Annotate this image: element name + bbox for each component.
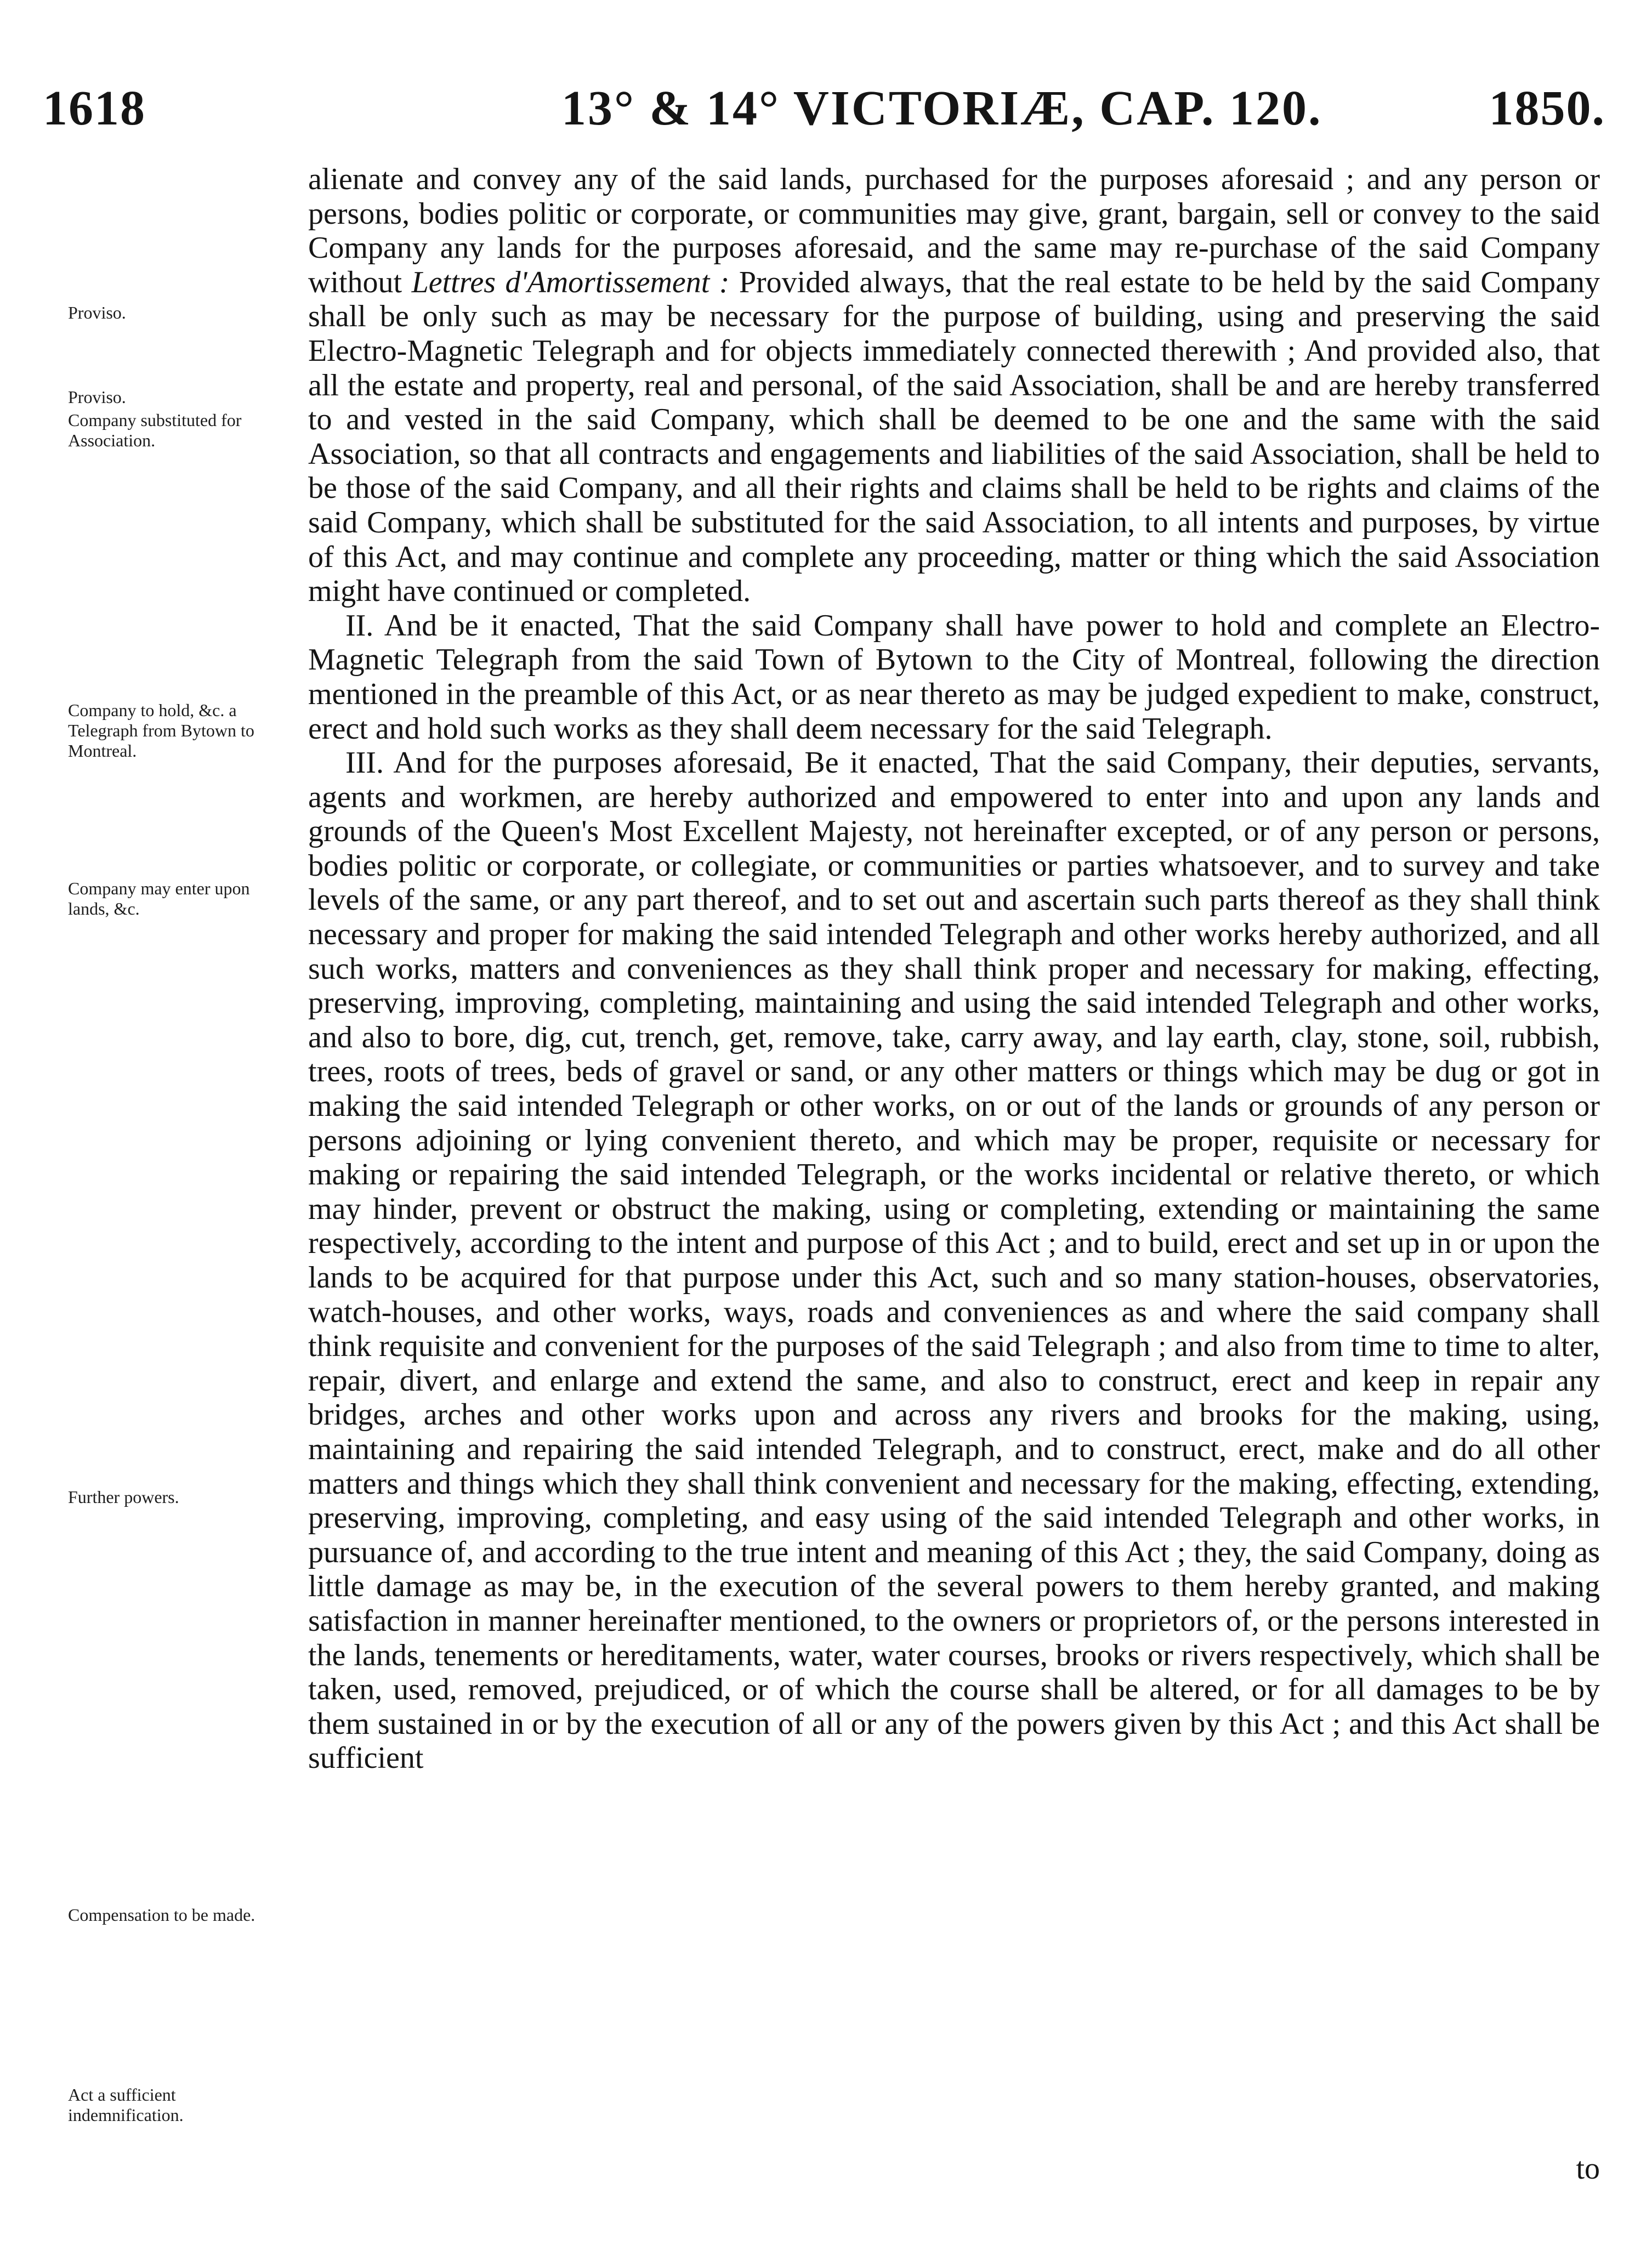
margin-note-company-may-enter: Company may enter upon lands, &c.: [68, 878, 250, 918]
paragraph-continuation-text: alienate and convey any of the said lands, purchased for the purposes aforesaid ; and any person or persons, bodies politic or corporate, or communities may give, grant, bargain, sell or convey to the said Company any lands for the purposes aforesaid, and the same may re-purchase of the said Company without: [308, 162, 1600, 299]
paragraph-continuation: [308, 162, 1600, 609]
paragraph-continuation-rest: Provided always, that the real estate to be held by the said Company shall be only such as may be necessary for the purpose of building, using and preserving the said Electro-Magnetic Telegraph and for objects immediately connected therewith ; And provided also, that all the estate and property, real and personal, of the said Association, shall be and are hereby transferred to and vested in the said Company, which shall be deemed to be one and the same with the said Association, so that all contracts and engagements and liabilities of the said Association, shall be held to be those of the said Company, and all their rights and claims shall be held to be rights and claims of the said Company, which shall be substituted for the said Association, to all intents and purposes, by virtue of this Act, and may continue and complete any proceeding, matter or thing which the said Association might have continued or completed.: [308, 265, 1600, 609]
margin-note-proviso-1: Proviso.: [68, 303, 126, 322]
margin-note-indemnification: Act a sufficient indemnification.: [68, 2085, 184, 2125]
catchword: to: [1576, 2152, 1600, 2186]
lettres-amortissement-phrase: Lettres d'Amortissement :: [411, 265, 730, 299]
margin-note-proviso-2: Proviso.: [68, 387, 126, 407]
header-year: 1850.: [1489, 81, 1605, 135]
running-title: 13° & 14° VICTORIÆ, CAP. 120.: [561, 81, 1322, 135]
margin-note-company-to-hold: Company to hold, &c. a Telegraph from Bytown to Montreal.: [68, 700, 254, 761]
section-ii: II. And be it enacted, That the said Company shall have power to hold and complete an Electro-Magnetic Telegraph from the said Town of Bytown to the City of Montreal, following the direction mentioned in the preamble of this Act, or as near thereto as may be judged expedient to make, construct, erect and hold such works as they shall deem necessary for the said Telegraph.: [308, 608, 1600, 746]
page-number: 1618: [43, 81, 146, 135]
page-header: [43, 76, 1605, 141]
margin-note-company-substituted: Company substituted for Association.: [68, 410, 242, 450]
margin-note-compensation: Compensation to be made.: [68, 1905, 256, 1925]
section-iii: III. And for the purposes aforesaid, Be it enacted, That the said Company, their deputies, servants, agents and workmen, are hereby authorized and empowered to enter into and upon any lands and grounds of the Queen's Most Excellent Majesty, not hereinafter excepted, or of any person or persons, bodies politic or corporate, or collegiate, or communities or parties whatsoever, and to survey and take levels of the same, or any part thereof, and to set out and ascertain such parts thereof as they shall think necessary and proper for making the said intended Telegraph and other works hereby authorized, and all such works, matters and conveniences as they shall think proper and necessary for making, effecting, preserving, improving, completing, maintaining and using the said intended Telegraph and other works, and also to bore, dig, cut, trench, get, remove, take, carry away, and lay earth, clay, stone, soil, rubbish, trees, roots of trees, beds of gravel or sand, or any other matters or things which may be dug or got in making the said intended Telegraph or other works, on or out of the lands or grounds of any person or persons adjoining or lying convenient thereto, and which may be proper, requisite or necessary for making or repairing the said intended Telegraph, or the works incidental or relative thereto, or which may hinder, prevent or obstruct the making, using or completing, extending or maintaining the same respectively, according to the intent and purpose of this Act ; and to build, erect and set up in or upon the lands to be acquired for that purpose under this Act, such and so many station-houses, observatories, watch-houses, and other works, ways, roads and conveniences as and where the said company shall think requisite and convenient for the purposes of the said Telegraph ; and also from time to time to alter, repair, divert, and enlarge and extend the same, and also to construct, erect and keep in repair any bridges, arches and other works upon and across any rivers and brooks for the making, using, maintaining and repairing the said intended Telegraph, and to construct, erect, make and do all other matters and things which they shall think convenient and necessary for the making, effecting, extending, preserving, improving, completing, and easy using of the said intended Telegraph and other works, in pursuance of, and according to the true intent and meaning of this Act ; they, the said Company, doing as little damage as may be, in the execution of the several powers to them hereby granted, and making satisfaction in manner hereinafter mentioned, to the owners or proprietors of, or the persons interested in the lands, tenements or hereditaments, water, water courses, brooks or rivers respectively, which shall be taken, used, removed, prejudiced, or of which the course shall be altered, or for all damages to be by them sustained in or by the execution of all or any of the powers given by this Act ; and this Act shall be sufficient: [308, 746, 1600, 1776]
statute-text: [308, 162, 1600, 1776]
margin-note-further-powers: Further powers.: [68, 1487, 179, 1507]
